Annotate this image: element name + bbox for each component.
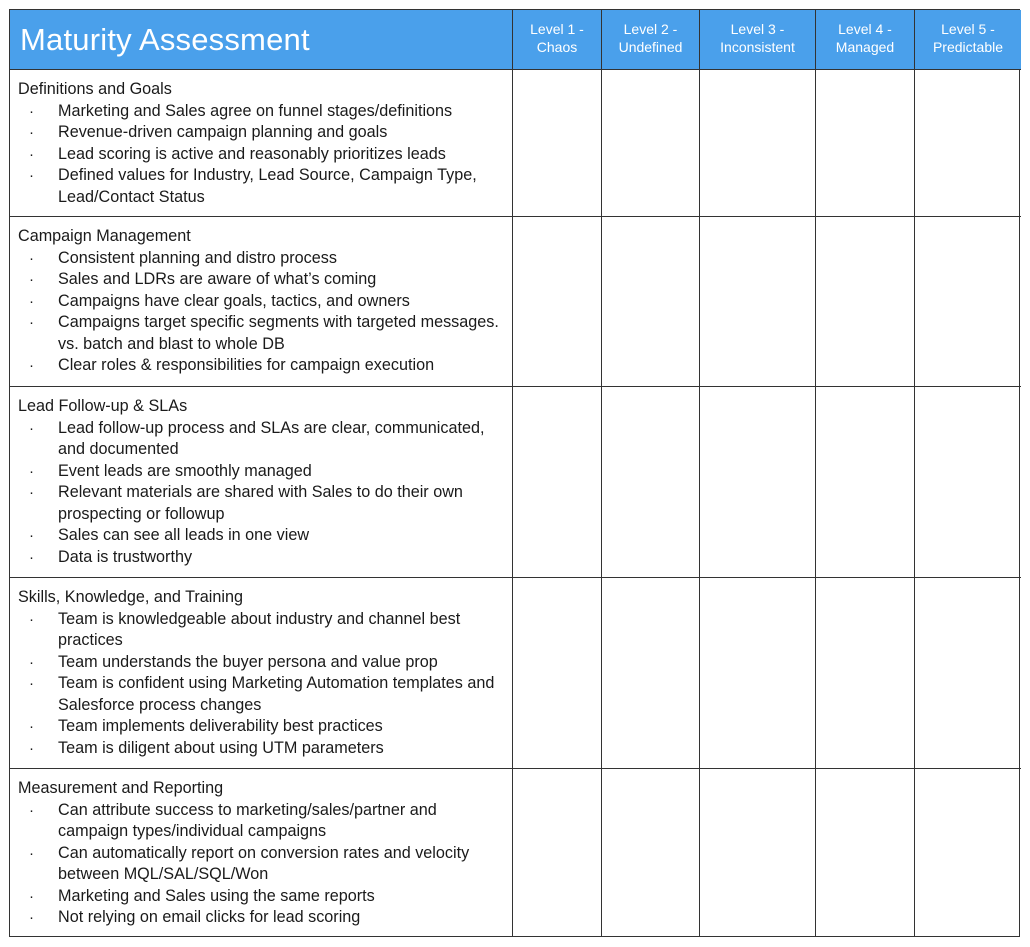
rating-cell-level-5[interactable] [915,70,1021,217]
criteria-item: · Sales can see all leads in one view [18,525,504,547]
criteria-item: · Can automatically report on conversion rates and velocity between MQL/SAL/SQL/Won [18,843,504,886]
section-cell [10,70,513,217]
section-title: Lead Follow-up & SLAs [18,397,188,415]
criteria-item: · Marketing and Sales using the same reports [18,886,504,908]
rating-cell-level-4[interactable] [816,217,915,387]
rating-cell-level-2[interactable] [602,578,700,769]
criteria-item: · Campaigns target specific segments with targeted messages. vs. batch and blast to whole DB [18,312,504,355]
section-cell [10,387,513,578]
section-title: Campaign Management [18,227,191,245]
maturity-assessment-table [9,9,1020,937]
criteria-item: · Consistent planning and distro process [18,248,504,270]
section-title: Skills, Knowledge, and Training [18,588,243,606]
criteria-item: · Sales and LDRs are aware of what’s coming [18,269,504,291]
criteria-item: · Team is confident using Marketing Automation templates and Salesforce process changes [18,673,504,716]
rating-cell-level-5[interactable] [915,217,1021,387]
level-header-3 [700,10,816,70]
rating-cell-level-4[interactable] [816,769,915,936]
section-title: Definitions and Goals [18,80,172,98]
section-cell [10,217,513,387]
level-header-name: Chaos [536,39,578,55]
criteria-item: · Not relying on email clicks for lead scoring [18,907,504,929]
level-header-name: Predictable [932,39,1004,55]
section-criteria-list [18,101,504,209]
criteria-item: · Team implements deliverability best practices [18,716,504,738]
level-header-number: Level 2 - [623,21,678,37]
rating-cell-level-5[interactable] [915,387,1021,578]
criteria-item: · Clear roles & responsibilities for campaign execution [18,355,504,377]
section-title: Measurement and Reporting [18,779,224,797]
level-header-name: Managed [835,39,895,55]
rating-cell-level-4[interactable] [816,70,915,217]
criteria-item: · Campaigns have clear goals, tactics, and owners [18,291,504,313]
rating-cell-level-2[interactable] [602,387,700,578]
level-header-number: Level 3 - [730,21,785,37]
criteria-item: · Revenue-driven campaign planning and goals [18,122,504,144]
section-criteria-list [18,800,504,929]
rating-cell-level-3[interactable] [700,769,816,936]
section-cell [10,578,513,769]
criteria-item: · Marketing and Sales agree on funnel stages/definitions [18,101,504,123]
rating-cell-level-4[interactable] [816,578,915,769]
level-header-1 [513,10,602,70]
rating-cell-level-1[interactable] [513,217,602,387]
rating-cell-level-3[interactable] [700,217,816,387]
level-header-number: Level 4 - [838,21,892,37]
criteria-item: · Defined values for Industry, Lead Source, Campaign Type, Lead/Contact Status [18,165,504,208]
rating-cell-level-5[interactable] [915,769,1021,936]
table-title: Maturity Assessment [10,10,513,70]
rating-cell-level-3[interactable] [700,70,816,217]
level-header-5 [915,10,1021,70]
rating-cell-level-2[interactable] [602,70,700,217]
rating-cell-level-2[interactable] [602,217,700,387]
rating-cell-level-3[interactable] [700,578,816,769]
criteria-item: · Event leads are smoothly managed [18,461,504,483]
criteria-item: · Team is knowledgeable about industry and channel best practices [18,609,504,652]
criteria-item: · Team understands the buyer persona and value prop [18,652,504,674]
criteria-item: · Lead follow-up process and SLAs are clear, communicated, and documented [18,418,504,461]
level-header-number: Level 5 - [941,21,995,37]
rating-cell-level-1[interactable] [513,387,602,578]
level-header-name: Undefined [618,39,683,55]
criteria-item: · Relevant materials are shared with Sales to do their own prospecting or followup [18,482,504,525]
rating-cell-level-4[interactable] [816,387,915,578]
section-cell [10,769,513,936]
criteria-item: · Lead scoring is active and reasonably prioritizes leads [18,144,504,166]
rating-cell-level-1[interactable] [513,769,602,936]
level-header-2 [602,10,700,70]
section-criteria-list [18,418,504,569]
level-header-name: Inconsistent [720,39,795,55]
criteria-item: · Can attribute success to marketing/sales/partner and campaign types/individual campaigns [18,800,504,843]
level-header-4 [816,10,915,70]
section-criteria-list [18,248,504,377]
criteria-item: · Data is trustworthy [18,547,504,569]
section-criteria-list [18,609,504,760]
rating-cell-level-3[interactable] [700,387,816,578]
rating-cell-level-5[interactable] [915,578,1021,769]
level-header-number: Level 1 - [530,21,584,37]
rating-cell-level-1[interactable] [513,578,602,769]
rating-cell-level-2[interactable] [602,769,700,936]
rating-cell-level-1[interactable] [513,70,602,217]
criteria-item: · Team is diligent about using UTM parameters [18,738,504,760]
